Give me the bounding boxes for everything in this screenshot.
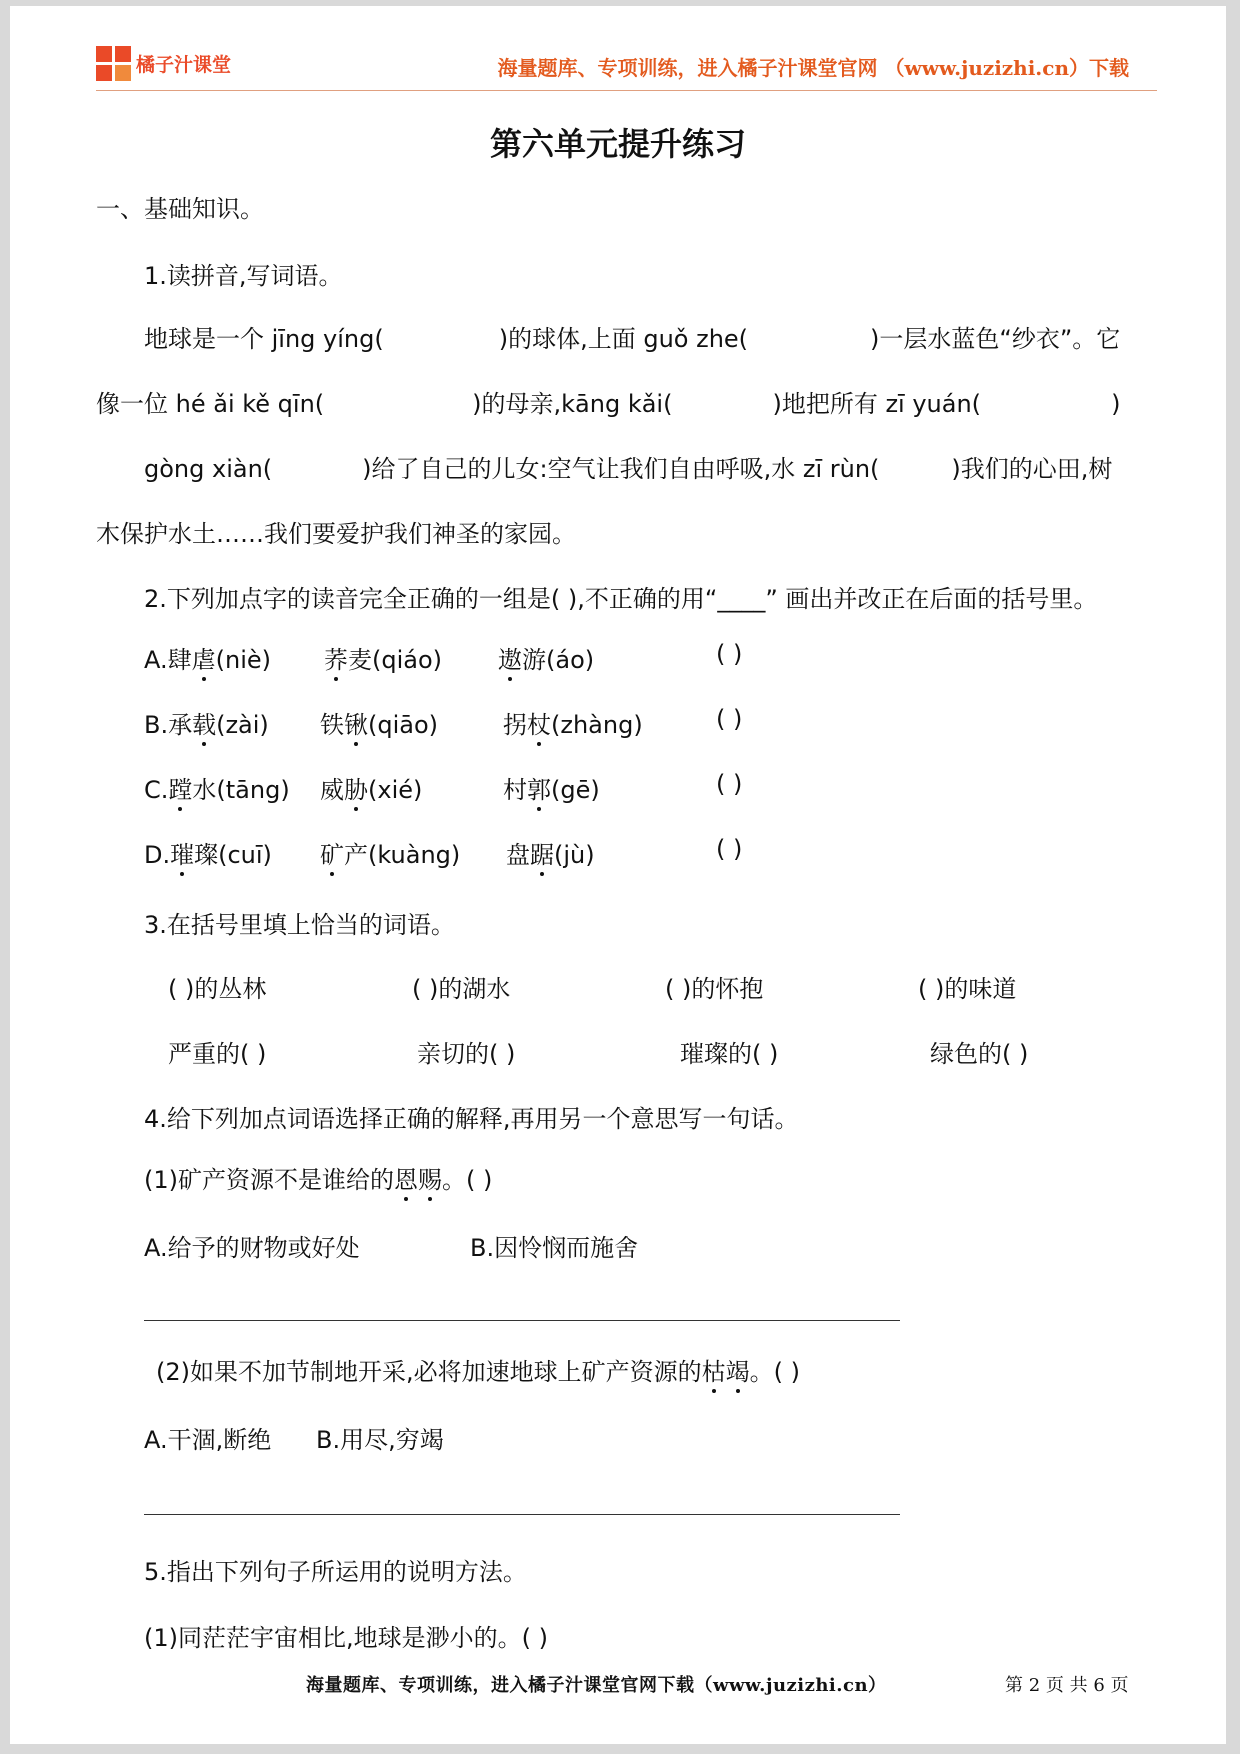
question-4-title: 4.给下列加点词语选择正确的解释,再用另一个意思写一句话。 (144, 1105, 799, 1133)
q4-s1-option-a: A.给予的财物或好处 (144, 1234, 360, 1262)
header-divider (96, 90, 1157, 91)
question-5-title: 5.指出下列句子所运用的说明方法。 (144, 1558, 527, 1586)
q1-line-4: 木保护水土……我们要爱护我们神圣的家园。 (96, 520, 576, 548)
section-heading: 一、基础知识。 (96, 195, 264, 223)
q2-option-a: A.肆虐(niè) (144, 640, 271, 675)
q2-option-d-word3: 盘踞(jù) (506, 835, 595, 870)
q4-s2-answer-line[interactable] (144, 1514, 900, 1515)
q2-option-a-word2: 荞麦(qiáo) (324, 640, 442, 675)
q4-s1-option-b: B.因怜悯而施舍 (470, 1234, 639, 1262)
document-page (10, 6, 1226, 1744)
q2-option-b-word2: 铁锹(qiāo) (320, 705, 438, 740)
page-title: 第六单元提升练习 (489, 125, 746, 163)
q3-blank-3: ( )的怀抱 (665, 975, 764, 1003)
q1-line-1: 地球是一个 jīng yíng( )的球体,上面 guǒ zhe( )一层水蓝色“纱衣”。它 (144, 325, 1121, 353)
logo-icon (96, 46, 132, 82)
q2-option-c-answer: ( ) (716, 770, 743, 798)
q2-option-d-word2: 矿产(kuàng) (320, 835, 460, 870)
q2-option-d: D.璀璨(cuī) (144, 835, 272, 870)
logo-text: 橘子汁课堂 (136, 54, 232, 76)
q5-sentence-1: (1)同茫茫宇宙相比,地球是渺小的。( ) (144, 1624, 548, 1652)
question-3-title: 3.在括号里填上恰当的词语。 (144, 911, 455, 939)
question-1-title: 1.读拼音,写词语。 (144, 262, 343, 290)
q2-option-c-word2: 威胁(xié) (320, 770, 422, 805)
question-2-title: 2.下列加点字的读音完全正确的一组是( ),不正确的用“____” 画出并改正在后面的括号里。 (144, 585, 1098, 613)
q2-option-a-answer: ( ) (716, 640, 743, 668)
q2-option-a-word3: 遨游(áo) (498, 640, 594, 675)
page-number: 第 2 页 共 6 页 (1005, 1675, 1129, 1696)
q3-blank-2: ( )的湖水 (412, 975, 511, 1003)
q4-s1-answer-line[interactable] (144, 1320, 900, 1321)
q3-blank-7: 璀璨的( ) (680, 1040, 779, 1068)
q2-option-c: C.蹚水(tāng) (144, 770, 290, 805)
q4-sentence-2: (2)如果不加节制地开采,必将加速地球上矿产资源的枯竭。( ) (156, 1352, 800, 1387)
q1-line-2: 像一位 hé ǎi kě qīn( )的母亲,kāng kǎi( )地把所有 zī yuán( ) (96, 390, 1121, 418)
q2-option-d-answer: ( ) (716, 835, 743, 863)
q3-blank-1: ( )的丛林 (168, 975, 267, 1003)
q3-blank-8: 绿色的( ) (930, 1040, 1029, 1068)
q4-s2-option-a: A.干涸,断绝 (144, 1426, 272, 1454)
q2-option-b: B.承载(zài) (144, 705, 269, 740)
q4-sentence-1: (1)矿产资源不是谁给的恩赐。( ) (144, 1160, 492, 1195)
q3-blank-4: ( )的味道 (918, 975, 1017, 1003)
q2-option-b-answer: ( ) (716, 705, 743, 733)
footer-text: 海量题库、专项训练，进入橘子汁课堂官网下载（www.juzizhi.cn） (306, 1675, 887, 1696)
header-slogan: 海量题库、专项训练，进入橘子汁课堂官网 （www.juzizhi.cn）下载 (497, 56, 1129, 80)
q3-blank-5: 严重的( ) (168, 1040, 267, 1068)
q2-option-b-word3: 拐杖(zhàng) (503, 705, 643, 740)
q3-blank-6: 亲切的( ) (417, 1040, 516, 1068)
q1-line-3: gòng xiàn( )给了自己的儿女:空气让我们自由呼吸,水 zī rùn( )我们的心田,树 (144, 455, 1113, 483)
q4-s2-option-b: B.用尽,穷竭 (316, 1426, 444, 1454)
q2-option-c-word3: 村郭(gē) (503, 770, 600, 805)
